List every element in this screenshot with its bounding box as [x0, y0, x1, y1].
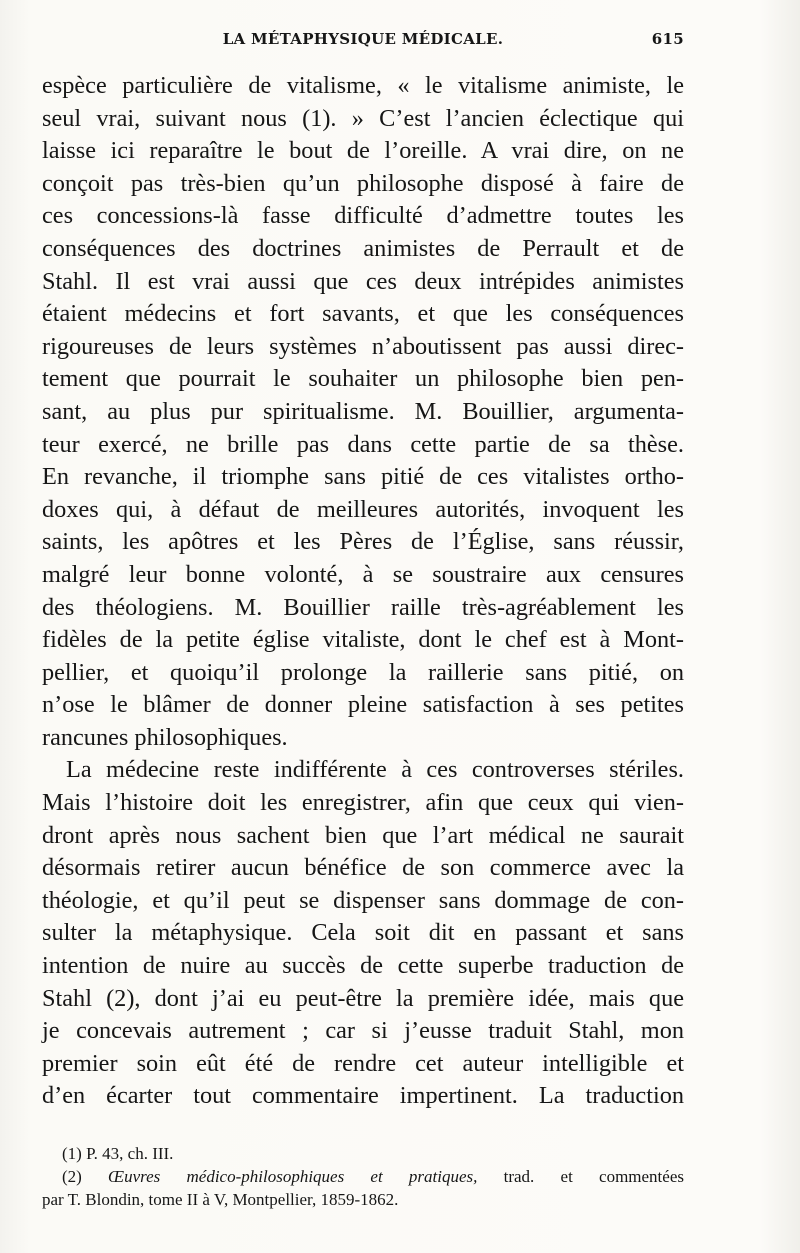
text-line: sulter la métaphysique. Cela soit dit en passant et sans: [42, 919, 684, 947]
footnote-2-continued: par T. Blondin, tome II à V, Montpellier, 1859-1862.: [42, 1190, 399, 1209]
text-line: Stahl. Il est vrai aussi que ces deux intrépides animistes: [42, 267, 684, 295]
running-head: [42, 30, 684, 58]
text-line: doxes qui, à défaut de meilleures autorités, invoquent les: [42, 495, 684, 523]
text-line: seul vrai, suivant nous (1). » C’est l’ancien éclectique qui: [42, 104, 684, 132]
text-line: des théologiens. M. Bouillier raille très-agréablement les: [42, 593, 684, 621]
text-line: rancunes philosophiques.: [42, 723, 288, 751]
text-line: Mais l’histoire doit les enregistrer, afin que ceux qui vien-: [42, 789, 684, 817]
page-title: LA MÉTAPHYSIQUE MÉDICALE.: [222, 30, 504, 48]
text-line: Stahl (2), dont j’ai eu peut-être la première idée, mais que: [42, 984, 684, 1012]
text-line: teur exercé, ne brille pas dans cette partie de sa thèse.: [42, 430, 684, 458]
text-line: théologie, et qu’il peut se dispenser sans dommage de con-: [42, 886, 684, 914]
text-line: désormais retirer aucun bénéfice de son commerce avec la: [42, 854, 684, 882]
footnote-2-mark: (2): [62, 1167, 109, 1186]
text-line: espèce particulière de vitalisme, « le vitalisme animiste, le: [42, 72, 684, 99]
text-line: malgré leur bonne volonté, à se soustraire aux censures: [42, 560, 684, 588]
page-number: 615: [651, 30, 684, 48]
text-line: conçoit pas très-bien qu’un philosophe disposé à faire de: [42, 169, 684, 197]
text-line: intention de nuire au succès de cette superbe traduction de: [42, 952, 684, 980]
body-text: [42, 70, 684, 1113]
text-line: n’ose le blâmer de donner pleine satisfaction à ses petites: [42, 691, 684, 719]
footnote-2-rest: trad. et commentées: [477, 1167, 684, 1186]
text-line: dront après nous sachent bien que l’art médical ne saurait: [42, 821, 684, 849]
text-line: je concevais autrement ; car si j’eusse traduit Stahl, mon: [42, 1017, 684, 1045]
text-line: sant, au plus pur spiritualisme. M. Bouillier, argumenta-: [42, 397, 684, 425]
text-line: En revanche, il triomphe sans pitié de ces vitalistes ortho-: [42, 463, 684, 491]
text-line: ces concessions-là fasse difficulté d’admettre toutes les: [42, 202, 684, 230]
paragraph-1: [42, 70, 684, 754]
text-line: laisse ici reparaître le bout de l’oreille. A vrai dire, on ne: [42, 137, 684, 165]
text-line: étaient médecins et fort savants, et que les conséquences: [42, 300, 684, 328]
footnote-2: [42, 1165, 684, 1188]
text-line: La médecine reste indifférente à ces controverses stériles.: [66, 756, 684, 784]
text-line: premier soin eût été de rendre cet auteur intelligible et: [42, 1049, 684, 1077]
footnote-2-title: Œuvres médico-philosophiques et pratiques,: [108, 1167, 478, 1186]
footnotes: [42, 1142, 684, 1211]
text-line: rigoureuses de leurs systèmes n’aboutissent pas aussi direc-: [42, 332, 684, 360]
text-line: pellier, et quoiqu’il prolonge la raillerie sans pitié, on: [42, 658, 684, 686]
text-line: fidèles de la petite église vitaliste, dont le chef est à Mont-: [42, 626, 684, 654]
paragraph-2: [42, 754, 684, 1113]
footnote-1: (1) P. 43, ch. III.: [62, 1144, 174, 1163]
text-line: tement que pourrait le souhaiter un philosophe bien pen-: [42, 365, 684, 393]
text-line: saints, les apôtres et les Pères de l’Église, sans réussir,: [42, 528, 684, 556]
text-line: conséquences des doctrines animistes de Perrault et de: [42, 234, 684, 262]
text-line: d’en écarter tout commentaire impertinent. La traduction: [42, 1082, 684, 1110]
